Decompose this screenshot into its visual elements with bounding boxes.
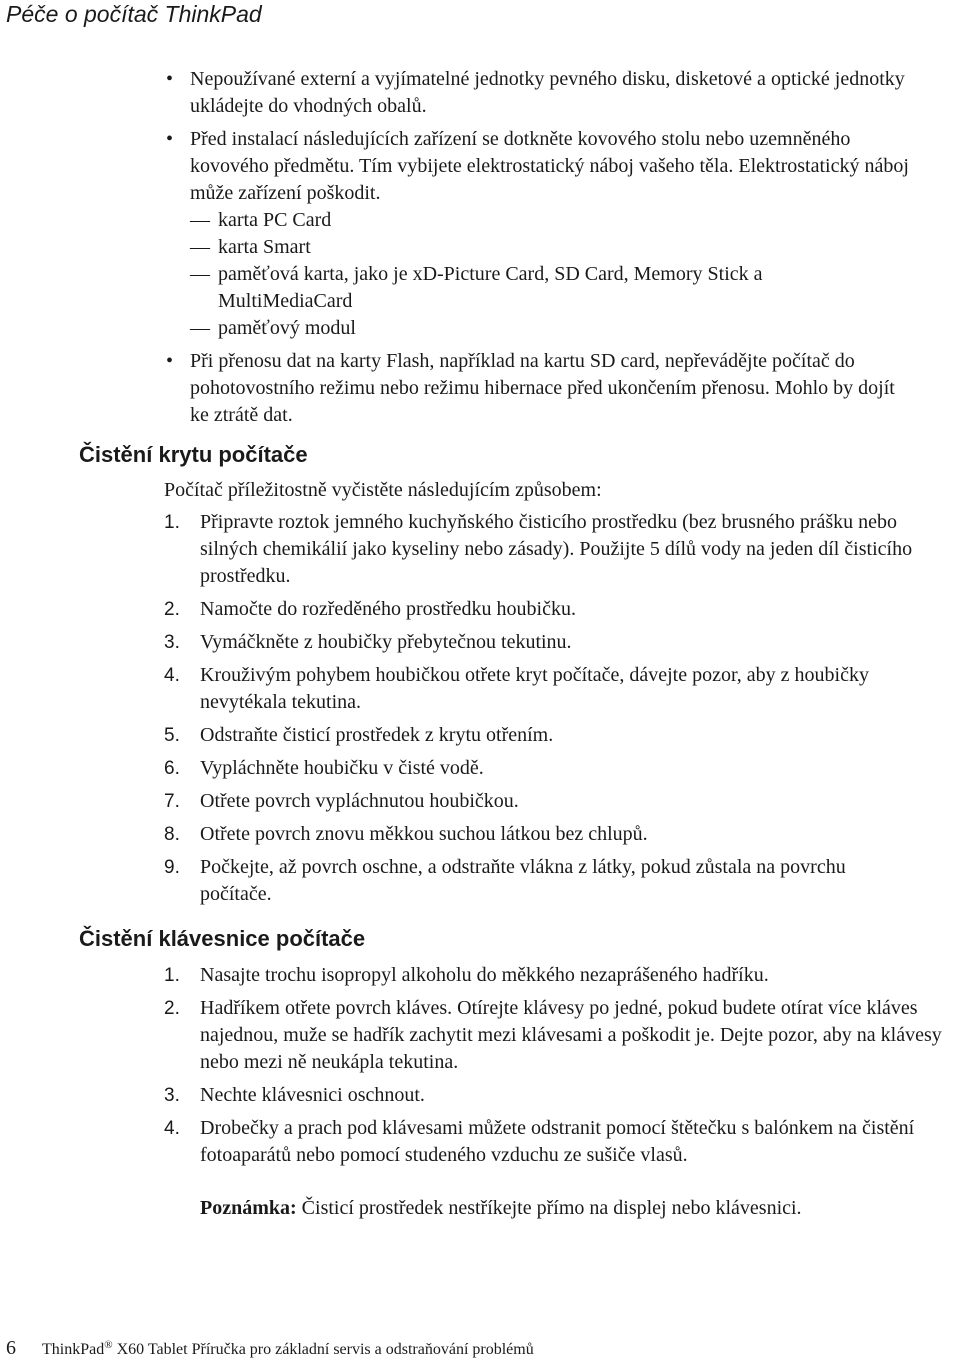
footer-brand: ThinkPad: [42, 1341, 105, 1358]
step-item: [164, 962, 960, 989]
bullet-item: [164, 348, 934, 429]
step-item: [164, 755, 960, 782]
step-number: 2.: [164, 599, 180, 620]
step-number: 4.: [164, 665, 180, 686]
bullet-text: Před instalací následujících zařízení se dotkněte kovového stolu nebo uzemněného kovového předmětu. Tím vybijete elektrostatický náboj vašeho těla. Elektrostatický náboj může zařízení poškodit.: [190, 128, 909, 204]
note-label: Poznámka:: [200, 1197, 297, 1219]
step-item: [164, 509, 960, 590]
step-text: Hadříkem otřete povrch kláves. Otírejte klávesy po jedné, pokud budete otírat více kláves najednou, muže se hadřík zachytit mezi klávesami a poškodit je. Dejte pozor, aby na klávesy nebo mezi ně neukápla tekutina.: [200, 997, 942, 1073]
step-number: 7.: [164, 791, 180, 812]
page-footer: [6, 1334, 534, 1361]
step-text: Namočte do rozředěného prostředku houbičku.: [200, 598, 576, 620]
bullet-item: [164, 126, 934, 342]
cover-steps-list: [164, 509, 960, 914]
step-text: Připravte roztok jemného kuchyňského čisticího prostředku (bez brusného prášku nebo silných chemikálií jako kyseliny nebo zásady). Použijte 5 dílů vody na jeden díl čisticího prostředku.: [200, 511, 913, 587]
footer-title: X60 Tablet Příručka pro základní servis a odstraňování problémů: [116, 1341, 534, 1358]
dash-item: — paměťová karta, jako je xD-Picture Card, SD Card, Memory Stick a MultiMediaCard: [190, 261, 934, 315]
step-number: 2.: [164, 998, 180, 1019]
bullet-text: Nepoužívané externí a vyjímatelné jednotky pevného disku, disketové a optické jednotky ukládejte do vhodných obalů.: [190, 68, 905, 117]
step-item: [164, 788, 960, 815]
step-item: [164, 995, 960, 1076]
step-number: 3.: [164, 1085, 180, 1106]
step-number: 8.: [164, 824, 180, 845]
step-item: [164, 722, 960, 749]
step-item: [164, 662, 960, 716]
step-item: [164, 821, 960, 848]
cover-intro: Počítač příležitostně vyčistěte následujícím způsobem:: [164, 479, 602, 501]
step-item: [164, 629, 960, 656]
step-text: Vypláchněte houbičku v čisté vodě.: [200, 757, 484, 779]
step-number: 5.: [164, 725, 180, 746]
step-text: Krouživým pohybem houbičkou otřete kryt počítače, dávejte pozor, aby z houbičky nevytékala tekutina.: [200, 664, 869, 713]
step-text: Vymáčkněte z houbičky přebytečnou tekutinu.: [200, 631, 572, 653]
step-item: [164, 596, 960, 623]
section-heading-keyboard: Čistění klávesnice počítače: [79, 926, 366, 951]
keyboard-steps-list: [164, 962, 960, 1175]
running-header: Péče o počítač ThinkPad: [6, 1, 262, 27]
step-number: 1.: [164, 965, 180, 986]
step-text: Otřete povrch vypláchnutou houbičkou.: [200, 790, 519, 812]
registered-mark: ®: [104, 1339, 113, 1351]
step-text: Odstraňte čisticí prostředek z krytu otřením.: [200, 724, 554, 746]
step-number: 1.: [164, 512, 180, 533]
step-text: Nechte klávesnici oschnout.: [200, 1084, 425, 1106]
dash-item: — paměťový modul: [190, 315, 934, 342]
step-number: 4.: [164, 1118, 180, 1139]
step-number: 6.: [164, 758, 180, 779]
section-heading-cover: Čistění krytu počítače: [79, 442, 308, 467]
dash-item: — karta Smart: [190, 234, 934, 261]
step-item: [164, 854, 960, 908]
note-text: Čisticí prostředek nestříkejte přímo na displej nebo klávesnici.: [301, 1197, 802, 1219]
step-text: Otřete povrch znovu měkkou suchou látkou bez chlupů.: [200, 823, 648, 845]
device-dash-list: [190, 207, 934, 342]
note: [200, 1195, 802, 1222]
bullet-item: [164, 66, 934, 120]
step-item: [164, 1115, 960, 1169]
step-text: Drobečky a prach pod klávesami můžete odstranit pomocí štětečku s balónkem na čistění fotoaparátů nebo pomocí studeného vzduchu ze sušiče vlasů.: [200, 1117, 915, 1166]
step-text: Počkejte, až povrch oschne, a odstraňte vlákna z látky, pokud zůstala na povrchu počítače.: [200, 856, 846, 905]
page-number: 6: [6, 1337, 16, 1359]
dash-item: — karta PC Card: [190, 207, 934, 234]
bullet-text: Při přenosu dat na karty Flash, například na kartu SD card, nepřevádějte počítač do pohotovostního režimu nebo režimu hibernace před ukončením přenosu. Mohlo by dojít ke ztrátě dat.: [190, 350, 895, 426]
step-number: 3.: [164, 632, 180, 653]
step-text: Nasajte trochu isopropyl alkoholu do měkkého nezaprášeného hadříku.: [200, 964, 769, 986]
step-number: 9.: [164, 857, 180, 878]
step-item: [164, 1082, 960, 1109]
handling-bullet-list: [164, 66, 934, 435]
